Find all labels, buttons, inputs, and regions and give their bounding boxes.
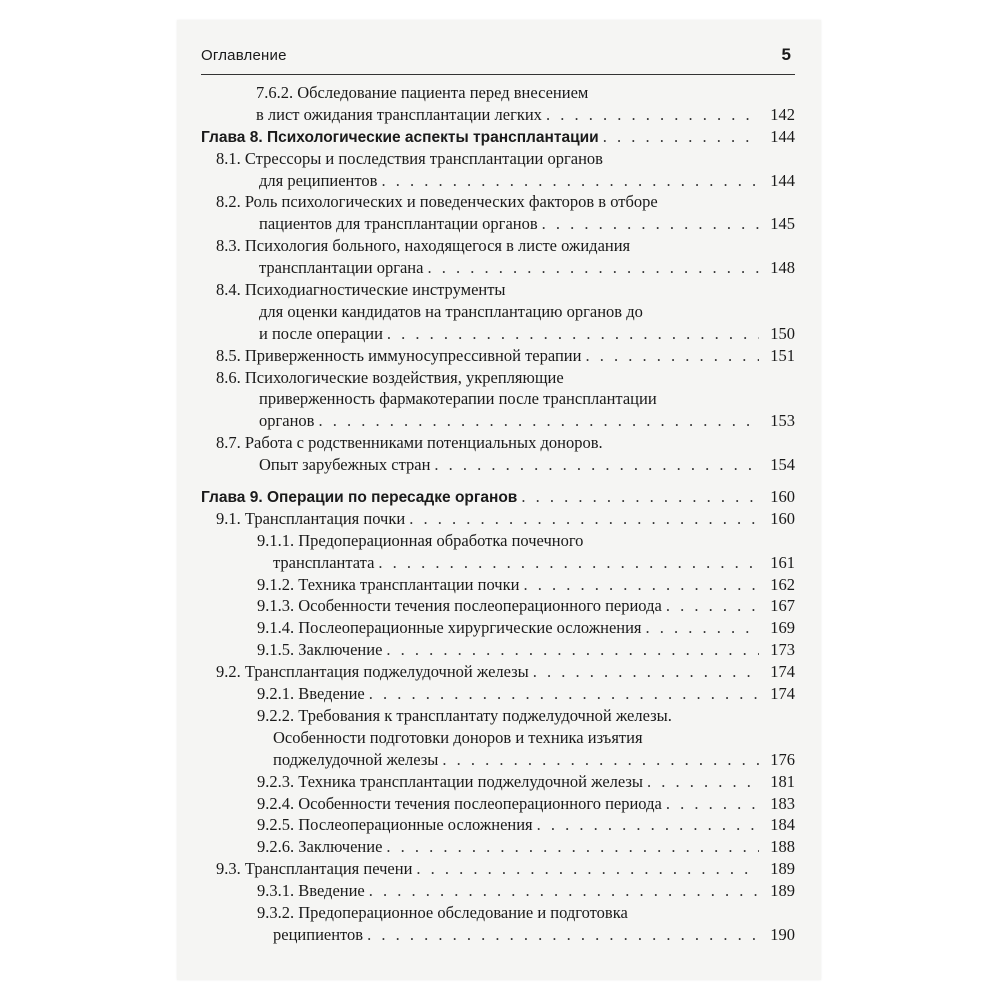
toc-page-number: 167 [770,596,795,616]
toc-entry [201,683,795,705]
toc-entry-text: в лист ожидания трансплантации легких [256,104,542,124]
toc-page-number: 142 [770,104,795,124]
dot-leader [647,771,759,793]
dot-leader [409,508,759,530]
toc-entry-text: 9.1.2. Техника трансплантации почки [257,574,520,594]
dot-leader [381,170,759,192]
dot-leader [646,617,759,639]
toc-page-number: 151 [770,345,795,365]
toc-page-number: 174 [770,684,795,704]
toc-entry-text: 8.3. Психология больного, находящегося в листе ожидания [216,236,631,256]
toc-entry-text: 9.2.5. Послеоперационные осложнения [257,815,533,835]
dot-leader [369,880,759,902]
toc-entry-text: для реципиентов [259,170,378,190]
toc-entry [201,508,795,530]
dot-leader [387,323,759,345]
dot-leader [318,410,759,432]
toc-page-number: 162 [770,574,795,594]
dot-leader [369,683,759,705]
toc-entry [201,148,795,170]
dot-leader [542,213,759,235]
toc-entry-text: Глава 8. Психологические аспекты трансплантации [201,128,599,146]
toc-entry-text: органов [259,411,315,431]
dot-leader [537,814,759,836]
toc-entry [201,454,795,476]
dot-leader [521,486,759,508]
toc-entry [201,902,795,924]
toc-page-number: 154 [770,455,795,475]
dot-leader [533,661,759,683]
dot-leader [523,574,759,596]
toc-entry-text: 8.7. Работа с родственниками потенциальных доноров. [216,433,603,453]
toc-entry [201,191,795,213]
toc-page-number: 181 [770,771,795,791]
toc-entry [201,104,795,126]
dot-leader [378,552,759,574]
dot-leader [666,793,759,815]
toc-entry-text: 9.1.5. Заключение [257,640,383,660]
toc-entry-text: пациентов для трансплантации органов [259,214,538,234]
toc-entry-text: и после операции [259,323,383,343]
toc-entry [201,170,795,192]
toc-entry-text: 9.2.4. Особенности течения послеоперационного периода [257,793,662,813]
toc-entry-text: реципиентов [273,924,364,944]
toc-entry-text: 9.1.4. Послеоперационные хирургические осложнения [257,618,642,638]
toc-entry [201,617,795,639]
toc-entry [201,574,795,596]
toc-entry [201,858,795,880]
toc-entry [201,279,795,301]
toc-entry-text: 8.2. Роль психологических и поведенческих факторов в отборе [216,192,658,212]
toc-entry [201,880,795,902]
toc-entry [201,432,795,454]
toc-entry-text: Глава 9. Операции по пересадке органов [201,489,518,507]
header-title: Оглавление [201,47,287,64]
toc-page-number: 188 [770,837,795,857]
toc-entry [201,213,795,235]
toc-entry [201,661,795,683]
page-number: 5 [781,45,791,64]
toc-entry-text: 9.2.3. Техника трансплантации поджелудочной железы [257,771,644,791]
toc-page-number: 150 [770,323,795,343]
toc-entry-text: 9.1.3. Особенности течения послеоперационного периода [257,596,662,616]
toc-entry-text: 9.2. Трансплантация поджелудочной железы [216,662,529,682]
toc-page-number: 169 [770,618,795,638]
toc-entry [201,530,795,552]
dot-leader [427,257,759,279]
toc-entry [201,552,795,574]
toc-entry-text: 8.4. Психодиагностические инструменты [216,280,506,300]
toc-page-number: 189 [770,881,795,901]
toc-entry-text: поджелудочной железы [273,749,439,769]
dot-leader [666,595,759,617]
toc-entry-text: трансплантации органа [259,258,424,278]
toc-page-number: 190 [770,924,795,944]
toc-page-number: 183 [770,793,795,813]
toc-page-number: 144 [770,170,795,190]
toc-page-number: 148 [770,258,795,278]
dot-leader [367,924,759,946]
toc-entry-text: 9.2.6. Заключение [257,837,383,857]
toc-entry [201,301,795,323]
toc-entry [201,345,795,367]
toc-entry [201,323,795,345]
toc-entry-text: 9.3.2. Предоперационное обследование и подготовка [257,902,628,922]
dot-leader [386,639,759,661]
toc-page-number: 173 [770,640,795,660]
toc-entry [201,793,795,815]
book-page [177,20,821,980]
dot-leader [416,858,759,880]
dot-leader [603,126,759,148]
toc-entry [201,410,795,432]
dot-leader [546,104,759,126]
toc-page-number: 153 [770,411,795,431]
toc-entry [201,924,795,946]
toc-entry [201,727,795,749]
toc-entry-text: Опыт зарубежных стран [259,455,431,475]
toc-entry [201,235,795,257]
toc-entry [201,705,795,727]
toc-entry-text: 7.6.2. Обследование пациента перед внесением [256,83,589,102]
toc-entry-text: Особенности подготовки доноров и техника изъятия [273,727,643,747]
toc-entry-text: 8.5. Приверженность иммуносупрессивной терапии [216,345,582,365]
toc-page-number: 145 [770,214,795,234]
dot-leader [442,749,759,771]
table-of-contents [201,82,795,946]
toc-entry-text: 9.2.2. Требования к трансплантату поджелудочной железы. [257,705,672,725]
toc-entry [201,486,795,508]
toc-entry [201,814,795,836]
toc-page-number: 160 [770,508,795,528]
dot-leader [434,454,759,476]
toc-entry [201,771,795,793]
toc-entry-text: 9.3. Трансплантация печени [216,859,413,879]
toc-entry-text: 9.1. Трансплантация почки [216,508,406,528]
toc-page-number: 161 [770,552,795,572]
toc-entry [201,836,795,858]
toc-entry-text: 8.6. Психологические воздействия, укрепляющие [216,367,564,387]
toc-entry [201,257,795,279]
dot-leader [386,836,759,858]
toc-entry-text: 8.1. Стрессоры и последствия трансплантации органов [216,148,603,168]
dot-leader [585,345,759,367]
toc-entry [201,126,795,148]
toc-page-number: 174 [770,662,795,682]
running-header [201,44,795,75]
toc-page-number: 184 [770,815,795,835]
toc-entry-text: для оценки кандидатов на трансплантацию органов до [259,301,643,321]
toc-page-number: 189 [770,859,795,879]
toc-entry [201,367,795,389]
toc-entry-text: приверженность фармакотерапии после трансплантации [259,389,657,409]
toc-page-number: 176 [770,749,795,769]
toc-entry-text: трансплантата [273,552,375,572]
toc-entry [201,388,795,410]
toc-page-number: 144 [770,126,795,146]
toc-entry [201,595,795,617]
toc-entry [201,749,795,771]
toc-entry [201,639,795,661]
toc-entry-text: 9.1.1. Предоперационная обработка почечного [257,530,584,550]
toc-page-number: 160 [770,487,795,507]
toc-entry [201,82,795,104]
toc-entry-text: 9.2.1. Введение [257,684,365,704]
toc-entry-text: 9.3.1. Введение [257,881,365,901]
